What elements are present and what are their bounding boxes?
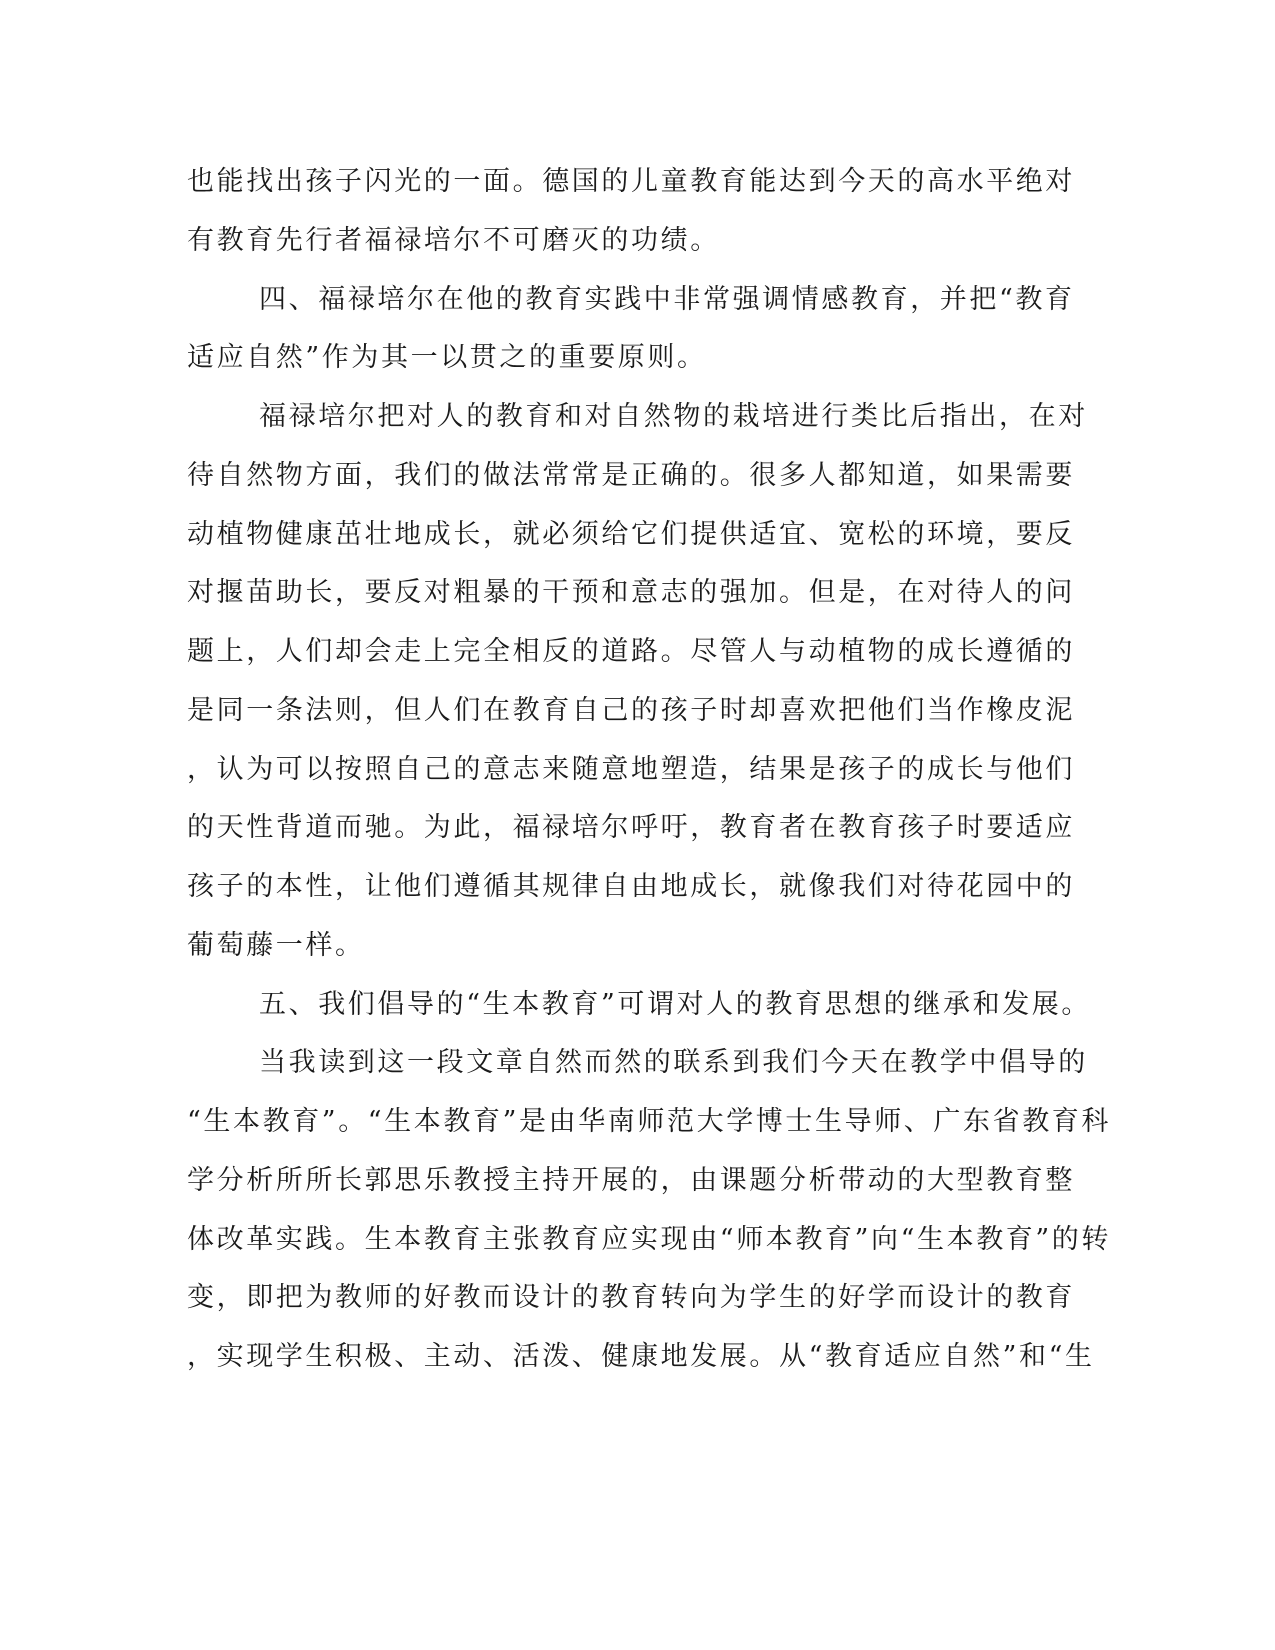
text-line: 变，即把为教师的好教而设计的教育转向为学生的好学而设计的教育 xyxy=(187,1282,1075,1313)
text-line: 福禄培尔把对人的教育和对自然物的栽培进行类比后指出，在对 xyxy=(259,401,1088,432)
text-line: 有教育先行者福禄培尔不可磨灭的功绩。 xyxy=(187,225,720,256)
text-line: 也能找出孩子闪光的一面。德国的儿童教育能达到今天的高水平绝对 xyxy=(187,166,1075,197)
text-line: ，认为可以按照自己的意志来随意地塑造，结果是孩子的成长与他们 xyxy=(187,754,1075,785)
section-heading: 四、福禄培尔在他的教育实践中非常强调情感教育，并把“教育 xyxy=(259,284,1075,315)
text-line: 孩子的本性，让他们遵循其规律自由地成长，就像我们对待花园中的 xyxy=(187,871,1075,902)
text-line: 体改革实践。生本教育主张教育应实现由“师本教育”向“生本教育”的转 xyxy=(187,1224,1112,1255)
section-heading: 五、我们倡导的“生本教育”可谓对人的教育思想的继承和发展。 xyxy=(259,989,1092,1020)
text-line: 葡萄藤一样。 xyxy=(187,930,365,961)
text-line: 待自然物方面，我们的做法常常是正确的。很多人都知道，如果需要 xyxy=(187,460,1075,491)
text-line: 学分析所所长郭思乐教授主持开展的，由课题分析带动的大型教育整 xyxy=(187,1165,1075,1196)
text-line: 题上，人们却会走上完全相反的道路。尽管人与动植物的成长遵循的 xyxy=(187,636,1075,667)
text-line: 对揠苗助长，要反对粗暴的干预和意志的强加。但是，在对待人的问 xyxy=(187,577,1075,608)
text-line: 适应自然”作为其一以贯之的重要原则。 xyxy=(187,342,707,373)
text-line: 动植物健康茁壮地成长，就必须给它们提供适宜、宽松的环境，要反 xyxy=(187,519,1075,550)
text-line: 是同一条法则，但人们在教育自己的孩子时却喜欢把他们当作橡皮泥 xyxy=(187,695,1075,726)
text-line: 的天性背道而驰。为此，福禄培尔呼吁，教育者在教育孩子时要适应 xyxy=(187,812,1075,843)
text-line: 当我读到这一段文章自然而然的联系到我们今天在教学中倡导的 xyxy=(259,1047,1088,1078)
text-line: “生本教育”。“生本教育”是由华南师范大学博士生导师、广东省教育科 xyxy=(187,1106,1112,1137)
text-line: ，实现学生积极、主动、活泼、健康地发展。从“教育适应自然”和“生 xyxy=(187,1341,1095,1372)
